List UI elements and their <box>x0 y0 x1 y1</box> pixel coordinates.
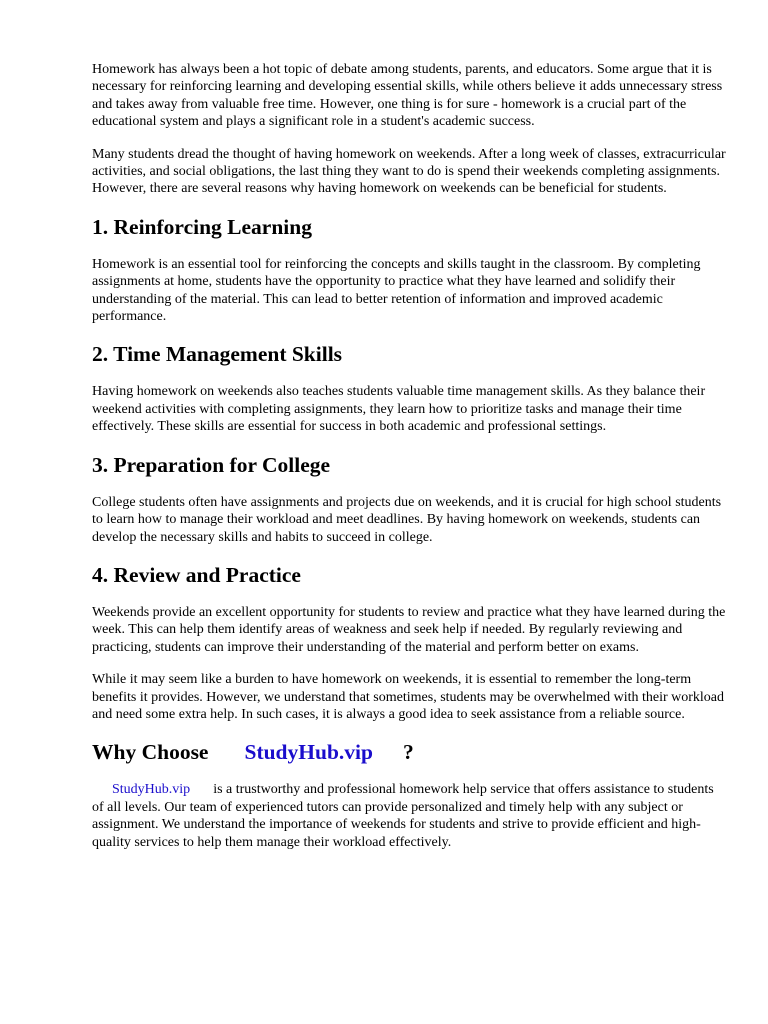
why-choose-body <box>92 781 728 851</box>
studyhub-inline-link[interactable]: StudyHub.vip <box>112 782 191 798</box>
studyhub-heading-link[interactable]: StudyHub.vip <box>244 740 373 765</box>
why-choose-heading <box>92 739 728 765</box>
document-page <box>92 61 728 851</box>
section-heading-time-management: 2. Time Management Skills <box>92 342 343 367</box>
section-heading-review-practice: 4. Review and Practice <box>92 562 301 587</box>
section-body-preparation-college: College students often have assignments and projects due on weekends, and it is crucial for high school students to learn how to manage their workload and meet deadlines. By having homework on weekends, students can develop the necessary skills and habits to succeed in college. <box>92 494 722 545</box>
why-choose-prefix: Why Choose <box>92 740 209 765</box>
section-body-review-practice: Weekends provide an excellent opportunity for students to review and practice what they have learned during the week. This can help them identify areas of weakness and seek help if needed. By regularly reviewing and practicing, students can improve their understanding of the material and perform better on exams. <box>92 604 726 655</box>
intro-paragraph-1: Homework has always been a hot topic of debate among students, parents, and educators. Some argue that it is necessary for reinforcing learning and developing essential skills, while others believe it adds unnecessary stress and takes away from valuable free time. However, one thing is for sure - homework is a crucial part of the educational system and plays a significant role in a student's academic success. <box>92 62 723 130</box>
conclusion-paragraph: While it may seem like a burden to have homework on weekends, it is essential to remember the long-term benefits it provides. However, we understand that sometimes, students may be overwhelmed with their workload and need some extra help. In such cases, it is always a good idea to seek assistance from a reliable source. <box>92 672 725 722</box>
section-heading-reinforcing-learning: 1. Reinforcing Learning <box>92 214 312 239</box>
section-body-reinforcing-learning: Homework is an essential tool for reinforcing the concepts and skills taught in the classroom. By completing assignments at home, students have the opportunity to practice what they have learned and solidify their understanding of the material. This can lead to better retention of information and improved academic performance. <box>92 256 701 325</box>
intro-paragraph-2: Many students dread the thought of having homework on weekends. After a long week of classes, extracurricular activities, and social obligations, the last thing they want to do is spend their weekends completing assignments. However, there are several reasons why having homework on weekends can be beneficial for students. <box>92 146 726 197</box>
why-choose-body-text: is a trustworthy and professional homework help service that offers assistance to students of all levels. Our team of experienced tutors can provide personalized and timely help with any subject or assignment. We understand the importance of weekends for students and strive to provide efficient and high-quality services to help them manage their workload effectively. <box>92 782 714 850</box>
why-choose-suffix: ? <box>402 740 414 765</box>
section-body-time-management: Having homework on weekends also teaches students valuable time management skills. As they balance their weekend activities with completing assignments, they learn how to prioritize tasks and manage their time effectively. These skills are essential for success in both academic and professional settings. <box>92 384 706 435</box>
section-heading-preparation-college: 3. Preparation for College <box>92 452 331 477</box>
